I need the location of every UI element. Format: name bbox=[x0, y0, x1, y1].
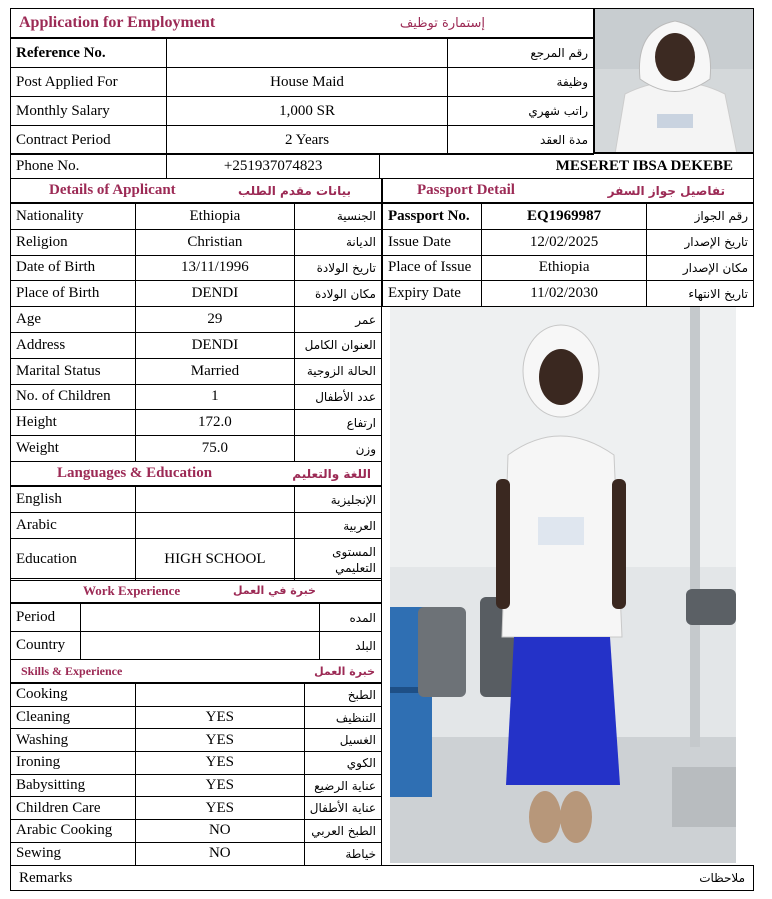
work-section-title-ar: خبرة في العمل bbox=[232, 584, 316, 597]
passport-rows-value: 12/02/2025 bbox=[481, 229, 646, 255]
applicant-rows-label-ar: الجنسية bbox=[295, 204, 382, 230]
top-rows-label-en: Post Applied For bbox=[11, 68, 167, 97]
applicant-rows-value: DENDI bbox=[135, 281, 294, 307]
top-rows-value: 2 Years bbox=[166, 126, 447, 155]
top-rows-label-ar: راتب شهري bbox=[448, 97, 594, 126]
applicant-row-row bbox=[11, 307, 382, 333]
top-rows-label-ar: رقم المرجع bbox=[448, 39, 594, 68]
skills-rows-value: YES bbox=[135, 729, 304, 752]
applicant-rows-label-ar: وزن bbox=[295, 436, 382, 462]
work-section-header bbox=[10, 578, 382, 603]
skills-rows-value: YES bbox=[135, 797, 304, 820]
passport-rows-label-ar: مكان الإصدار bbox=[647, 255, 754, 281]
passport-rows-label-ar: تاريخ الانتهاء bbox=[647, 281, 754, 307]
work-table bbox=[10, 603, 382, 660]
passport-rows-label-ar: تاريخ الإصدار bbox=[647, 229, 754, 255]
skills-rows-label-ar: الغسيل bbox=[304, 729, 381, 752]
skills-row-row bbox=[11, 706, 382, 729]
applicant-rows-label-en: Height bbox=[11, 410, 136, 436]
skills-row-row bbox=[11, 729, 382, 752]
phone-value: +251937074823 bbox=[166, 154, 380, 179]
top-rows-value: 1,000 SR bbox=[166, 97, 447, 126]
passport-section-header bbox=[382, 178, 754, 203]
top-rows-label-en: Monthly Salary bbox=[11, 97, 167, 126]
language-rows-value bbox=[135, 513, 295, 539]
skills-rows-value: YES bbox=[135, 752, 304, 775]
applicant-rows-label-en: Marital Status bbox=[11, 358, 136, 384]
language-rows-value bbox=[135, 487, 295, 513]
applicant-rows-value: 172.0 bbox=[135, 410, 294, 436]
languages-section-title-ar: اللغة والتعليم bbox=[292, 466, 371, 481]
passport-rows-label-en: Place of Issue bbox=[383, 255, 482, 281]
languages-table bbox=[10, 486, 382, 581]
applicant-rows-value: Married bbox=[135, 358, 294, 384]
phone-row bbox=[10, 153, 754, 179]
skills-row-row bbox=[11, 820, 382, 843]
skills-row-row bbox=[11, 842, 382, 865]
language-rows-label-ar: الإنجليزية bbox=[295, 487, 382, 513]
full-photo-image bbox=[390, 307, 736, 863]
language-rows-label-en: Arabic bbox=[11, 513, 136, 539]
education-label-ar: المستوى التعليمي bbox=[295, 539, 382, 581]
passport-row-row bbox=[383, 255, 754, 281]
work-rows-label-ar: البلد bbox=[320, 632, 382, 660]
applicant-portrait bbox=[594, 8, 754, 153]
applicant-rows-label-ar: تاريخ الولادة bbox=[295, 255, 382, 281]
education-value: HIGH SCHOOL bbox=[135, 539, 295, 581]
skills-row-row bbox=[11, 774, 382, 797]
top-rows-label-ar: مدة العقد bbox=[448, 126, 594, 155]
top-row-row bbox=[11, 126, 594, 155]
skills-row-row bbox=[11, 797, 382, 820]
applicant-row-row bbox=[11, 204, 382, 230]
skills-rows-label-ar: عناية الرضيع bbox=[304, 774, 381, 797]
applicant-rows-label-ar: العنوان الكامل bbox=[295, 332, 382, 358]
applicant-rows-label-ar: مكان الولادة bbox=[295, 281, 382, 307]
applicant-rows-label-en: Weight bbox=[11, 436, 136, 462]
applicant-rows-value: Ethiopia bbox=[135, 204, 294, 230]
applicant-table bbox=[10, 203, 382, 462]
passport-row-row bbox=[383, 281, 754, 307]
applicant-rows-value: Christian bbox=[135, 229, 294, 255]
skills-rows-value bbox=[135, 684, 304, 707]
skills-rows-value: NO bbox=[135, 842, 304, 865]
skills-rows-label-ar: الكوي bbox=[304, 752, 381, 775]
skills-rows-label-en: Babysitting bbox=[11, 774, 136, 797]
top-rows-label-en: Contract Period bbox=[11, 126, 167, 155]
applicant-row-row bbox=[11, 332, 382, 358]
work-row-row bbox=[11, 632, 382, 660]
applicant-rows-label-ar: عمر bbox=[295, 307, 382, 333]
applicant-rows-value: 75.0 bbox=[135, 436, 294, 462]
language-rows-label-en: English bbox=[11, 487, 136, 513]
skills-section-title-ar: خبرة العمل bbox=[314, 664, 375, 678]
phone-label: Phone No. bbox=[11, 154, 167, 179]
work-rows-label-ar: المده bbox=[320, 604, 382, 632]
skills-section-header bbox=[10, 659, 382, 683]
passport-section-title-ar: تفاصيل جواز السفر bbox=[607, 183, 725, 198]
work-rows-value bbox=[80, 632, 319, 660]
skills-rows-label-en: Ironing bbox=[11, 752, 136, 775]
form-title-ar: إستمارة توظيف bbox=[399, 15, 485, 31]
applicant-rows-label-en: No. of Children bbox=[11, 384, 136, 410]
passport-section-title-en: Passport Detail bbox=[417, 182, 515, 198]
applicant-rows-label-en: Religion bbox=[11, 229, 136, 255]
passport-rows-value: Ethiopia bbox=[481, 255, 646, 281]
applicant-rows-label-ar: عدد الأطفال bbox=[295, 384, 382, 410]
work-section-title-en: Work Experience bbox=[83, 582, 181, 598]
top-info-table bbox=[10, 38, 594, 155]
top-rows-value bbox=[166, 39, 447, 68]
skills-rows-label-en: Cleaning bbox=[11, 706, 136, 729]
skills-rows-label-en: Sewing bbox=[11, 842, 136, 865]
skills-rows-value: YES bbox=[135, 774, 304, 797]
applicant-rows-label-ar: الحالة الزوجية bbox=[295, 358, 382, 384]
applicant-row-row bbox=[11, 255, 382, 281]
passport-rows-label-en: Expiry Date bbox=[383, 281, 482, 307]
top-row-row bbox=[11, 39, 594, 68]
work-row-row bbox=[11, 604, 382, 632]
applicant-rows-label-en: Nationality bbox=[11, 204, 136, 230]
applicant-rows-value: DENDI bbox=[135, 332, 294, 358]
passport-rows-label-en: Passport No. bbox=[383, 204, 482, 230]
applicant-name: MESERET IBSA DEKEBE bbox=[380, 154, 754, 179]
applicant-section-title-en: Details of Applicant bbox=[49, 182, 176, 198]
applicant-rows-label-en: Place of Birth bbox=[11, 281, 136, 307]
top-rows-label-ar: وظيفة bbox=[448, 68, 594, 97]
skills-rows-label-en: Washing bbox=[11, 729, 136, 752]
work-rows-value bbox=[80, 604, 319, 632]
top-row-row bbox=[11, 97, 594, 126]
skills-rows-label-en: Children Care bbox=[11, 797, 136, 820]
top-row-row bbox=[11, 68, 594, 97]
language-rows-label-ar: العربية bbox=[295, 513, 382, 539]
passport-row-row bbox=[383, 229, 754, 255]
applicant-rows-value: 13/11/1996 bbox=[135, 255, 294, 281]
skills-rows-label-ar: الطبخ bbox=[304, 684, 381, 707]
top-rows-value: House Maid bbox=[166, 68, 447, 97]
skills-rows-label-ar: التنظيف bbox=[304, 706, 381, 729]
passport-rows-value: 11/02/2030 bbox=[481, 281, 646, 307]
skills-rows-label-ar: الطبخ العربي bbox=[304, 820, 381, 843]
passport-rows-label-ar: رقم الجواز bbox=[647, 204, 754, 230]
passport-rows-value: EQ1969987 bbox=[481, 204, 646, 230]
skills-rows-value: YES bbox=[135, 706, 304, 729]
applicant-full-photo bbox=[390, 307, 736, 863]
education-label: Education bbox=[11, 539, 136, 581]
applicant-section-header bbox=[10, 178, 382, 203]
languages-section-title-en: Languages & Education bbox=[57, 465, 213, 481]
skills-table bbox=[10, 683, 382, 866]
remarks-row bbox=[10, 865, 754, 891]
applicant-rows-value: 1 bbox=[135, 384, 294, 410]
applicant-row-row bbox=[11, 281, 382, 307]
applicant-row-row bbox=[11, 358, 382, 384]
form-title-en: Application for Employment bbox=[19, 14, 216, 31]
skills-rows-label-en: Arabic Cooking bbox=[11, 820, 136, 843]
applicant-rows-label-en: Age bbox=[11, 307, 136, 333]
skills-row-row bbox=[11, 684, 382, 707]
form-header bbox=[10, 8, 594, 38]
applicant-row-row bbox=[11, 410, 382, 436]
applicant-rows-label-ar: الديانة bbox=[295, 229, 382, 255]
portrait-photo-image bbox=[595, 9, 754, 153]
skills-rows-label-ar: خياطة bbox=[304, 842, 381, 865]
skills-row-row bbox=[11, 752, 382, 775]
passport-row-row bbox=[383, 204, 754, 230]
applicant-rows-value: 29 bbox=[135, 307, 294, 333]
skills-section-title-en: Skills & Experience bbox=[21, 663, 123, 678]
language-row-row bbox=[11, 513, 382, 539]
remarks-label-ar: ملاحظات bbox=[699, 871, 745, 885]
passport-table bbox=[382, 203, 754, 307]
applicant-row-row bbox=[11, 436, 382, 462]
top-rows-label-en: Reference No. bbox=[11, 39, 167, 68]
work-rows-label-en: Country bbox=[11, 632, 81, 660]
skills-rows-label-en: Cooking bbox=[11, 684, 136, 707]
skills-rows-value: NO bbox=[135, 820, 304, 843]
skills-rows-label-ar: عناية الأطفال bbox=[304, 797, 381, 820]
applicant-rows-label-ar: ارتفاع bbox=[295, 410, 382, 436]
work-rows-label-en: Period bbox=[11, 604, 81, 632]
passport-rows-label-en: Issue Date bbox=[383, 229, 482, 255]
applicant-rows-label-en: Date of Birth bbox=[11, 255, 136, 281]
applicant-rows-label-en: Address bbox=[11, 332, 136, 358]
languages-section-header bbox=[10, 461, 382, 486]
applicant-section-title-ar: بيانات مقدم الطلب bbox=[237, 183, 351, 198]
applicant-row-row bbox=[11, 384, 382, 410]
remarks-label-en: Remarks bbox=[19, 869, 73, 886]
language-row-row bbox=[11, 487, 382, 513]
applicant-row-row bbox=[11, 229, 382, 255]
